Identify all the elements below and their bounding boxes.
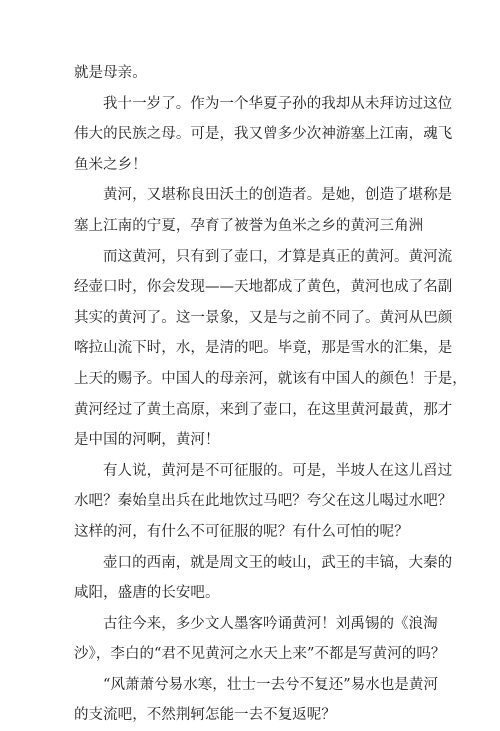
text-line: 的支流吧，不然荆轲怎能一去不复返呢？ [74, 707, 336, 724]
essay-body [74, 58, 467, 731]
paragraph [74, 456, 453, 548]
paragraph [74, 58, 434, 89]
text-line: 水吧？秦始皇出兵在此地饮过马吧？夸父在这儿喝过水吧？ [74, 493, 453, 510]
text-line: 这样的河，有什么不可征服的呢？有什么可怕的呢？ [74, 523, 409, 540]
text-line: 我十一岁了。作为一个华夏子孙的我却从未拜访过这位 [103, 95, 453, 112]
paragraph [74, 548, 453, 609]
text-line: 壶口的西南，就是周文王的岐山，武王的丰镐，大秦的 [103, 554, 453, 571]
text-line: 经壶口时，你会发现——天地都成了黄色，黄河也成了名副 [74, 279, 453, 296]
text-line: 黄河，又堪称良田沃土的创造者。是她，创造了堪称是 [103, 187, 453, 204]
text-line: 鱼米之乡！ [74, 156, 147, 173]
text-line: 就是母亲。 [74, 65, 147, 81]
text-line: 喀拉山流下时，水，是清的吧。毕竟，那是雪水的汇集，是 [74, 340, 453, 357]
text-line: 伟大的民族之母。可是，我又曾多少次神游塞上江南，魂飞 [74, 126, 453, 143]
paragraph [74, 609, 446, 670]
text-line: 上天的赐予。中国人的母亲河，就该有中国人的颜色！于是， [74, 370, 467, 387]
text-line: 有人说，黄河是不可征服的。可是，半坡人在这儿舀过 [103, 462, 453, 479]
paragraph [74, 242, 467, 456]
paragraph [74, 180, 453, 241]
text-line: “风萧萧兮易水寒，壮士一去兮不复还”易水也是黄河 [103, 676, 439, 693]
text-line: 咸阳，盛唐的长安吧。 [74, 585, 220, 602]
text-line: 古往今来，多少文人墨客吟诵黄河！刘禹锡的《浪淘 [103, 615, 438, 632]
text-line: 塞上江南的宁夏，孕育了被誉为鱼米之乡的黄河三角洲 [74, 217, 424, 234]
text-line: 而这黄河，只有到了壶口，才算是真正的黄河。黄河流 [103, 248, 453, 265]
text-line: 是中国的河啊，黄河！ [74, 432, 220, 449]
text-line: 沙》，李白的“君不见黄河之水天上来”不都是写黄河的吗？ [74, 646, 446, 663]
paragraph [74, 670, 439, 731]
paragraph [74, 89, 453, 181]
text-line: 其实的黄河了。这一景象，又是与之前不同了。黄河从巴颜 [74, 309, 453, 326]
text-line: 黄河经过了黄土高原，来到了壶口，在这里黄河最黄，那才 [74, 401, 453, 418]
